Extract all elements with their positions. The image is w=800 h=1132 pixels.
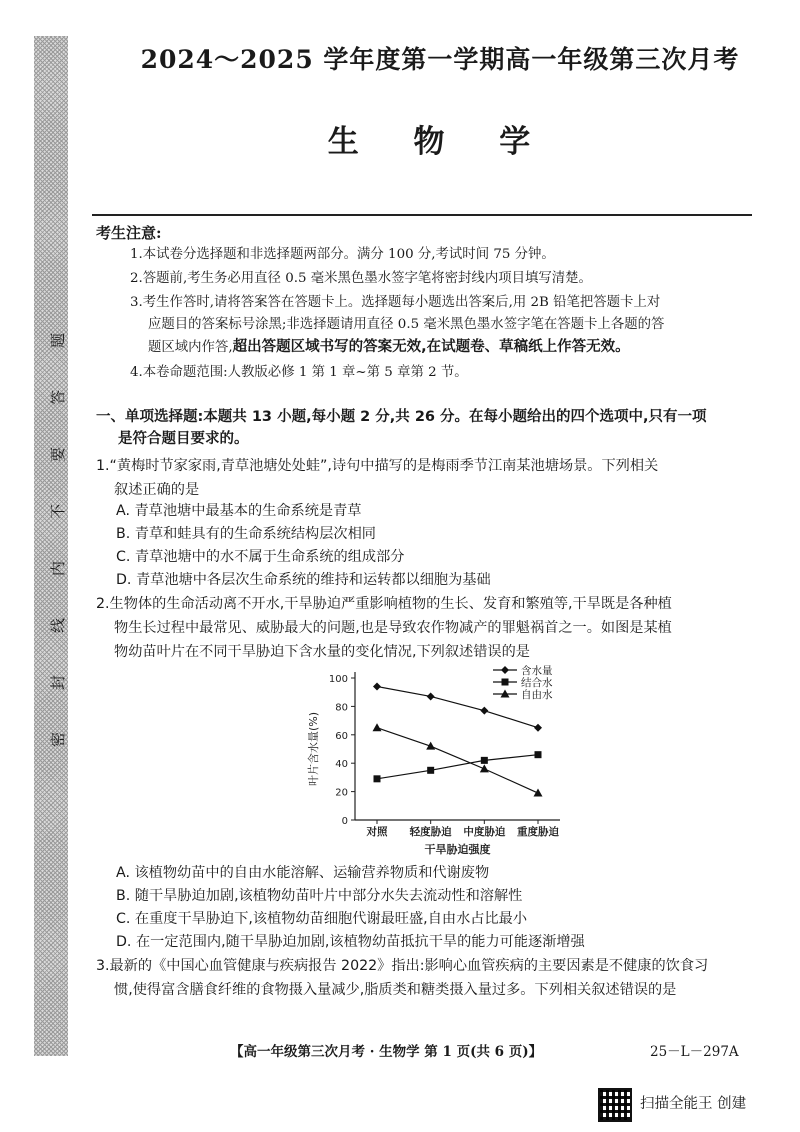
option-c: C. 青草池塘中的水不属于生命系统的组成部分 xyxy=(116,549,405,565)
exam-title: 2024～2025 学年度第一学期高一年级第三次月考 xyxy=(140,45,740,74)
option-d: D. 在一定范围内,随干旱胁迫加剧,该植物幼苗抵抗干旱的能力可能逐渐增强 xyxy=(116,934,585,950)
option-b: B. 随干旱胁迫加剧,该植物幼苗叶片中部分水失去流动性和溶解性 xyxy=(116,888,523,904)
seal-line-text xyxy=(46,330,70,750)
data-point-square xyxy=(481,757,488,764)
y-tick-label: 80 xyxy=(335,702,348,714)
stem-line: 叙述正确的是 xyxy=(114,482,200,498)
y-axis-label: 叶片含水量(%) xyxy=(307,711,320,787)
seal-char: 不 xyxy=(49,503,68,520)
option-c: C. 在重度干旱胁迫下,该植物幼苗细胞代谢最旺盛,自由水占比最小 xyxy=(116,911,528,927)
data-point-diamond xyxy=(534,724,542,732)
option-a: A. 该植物幼苗中的自由水能溶解、运输营养物质和代谢废物 xyxy=(116,865,490,881)
subject-title: 生 物 学 xyxy=(327,124,553,160)
y-tick-label: 100 xyxy=(328,674,348,685)
question-2-stem xyxy=(96,592,766,664)
notice-item xyxy=(148,336,778,359)
water-content-chart xyxy=(295,660,585,860)
stem-line: 1.“黄梅时节家家雨,青草池塘处处蛙”,诗句中描写的是梅雨季节江南某池塘场景。下列相关 xyxy=(96,458,659,474)
x-axis-label: 干旱胁迫强度 xyxy=(424,843,491,856)
data-point-diamond xyxy=(373,683,381,691)
stem-line: 惯,使得富含膳食纤维的食物摄入量减少,脂质类和糖类摄入量过多。下列相关叙述错误的是 xyxy=(114,982,677,998)
stem-line: 物幼苗叶片在不同干旱胁迫下含水量的变化情况,下列叙述错误的是 xyxy=(114,644,530,660)
option-d: D. 青草池塘中各层次生命系统的维持和运转都以细胞为基础 xyxy=(116,572,491,588)
series-line-triangle xyxy=(377,728,538,793)
y-tick-label: 60 xyxy=(335,730,348,742)
seal-char: 要 xyxy=(49,446,68,463)
data-point-triangle xyxy=(373,723,382,731)
data-point-square xyxy=(427,767,434,774)
paper-code: 25－L－297A xyxy=(650,1044,739,1060)
stem-line: 2.生物体的生命活动离不开水,干旱胁迫严重影响植物的生长、发育和繁殖等,干旱既是各种植 xyxy=(96,596,672,612)
notice-heading: 考生注意: xyxy=(96,224,162,242)
question-1-stem xyxy=(96,454,766,502)
series-line-diamond xyxy=(377,687,538,728)
chart-legend xyxy=(493,664,553,701)
seal-char: 答 xyxy=(49,389,68,406)
series-line-square xyxy=(377,755,538,779)
data-point-diamond xyxy=(427,692,435,700)
page-footer: 【高一年级第三次月考 · 生物学 第 1 页(共 6 页)】 xyxy=(230,1044,543,1060)
notice-item: 2.答题前,考生务必用直径 0.5 毫米黑色墨水签字笔将密封线内项目填写清楚。 xyxy=(130,271,592,286)
seal-char: 内 xyxy=(49,560,68,577)
header-divider xyxy=(92,214,752,216)
question-3-stem xyxy=(96,954,766,1002)
data-point-square xyxy=(374,775,381,782)
notice-emphasis: 超出答题区域书写的答案无效,在试题卷、草稿纸上作答无效。 xyxy=(232,339,630,355)
legend-label: 结合水 xyxy=(521,677,553,689)
data-point-square xyxy=(535,751,542,758)
notice-item: 4.本卷命题范围:人教版必修 1 第 1 章~第 5 章第 2 节。 xyxy=(130,365,468,380)
notice-item: 应题目的答案标号涂黑;非选择题请用直径 0.5 毫米黑色墨水签字笔在答题卡上各题的答 xyxy=(148,317,665,332)
x-tick-label: 轻度胁迫 xyxy=(409,826,452,838)
section-line: 是符合题目要求的。 xyxy=(118,431,249,447)
chart-marks xyxy=(373,683,543,797)
seal-char: 封 xyxy=(49,674,68,691)
data-point-triangle xyxy=(534,789,543,797)
scanner-watermark: 扫描全能王 创建 xyxy=(640,1096,747,1112)
seal-char: 线 xyxy=(49,617,68,634)
legend-label: 自由水 xyxy=(521,689,553,701)
option-b: B. 青草和蛙具有的生命系统结构层次相同 xyxy=(116,526,376,542)
x-tick-label: 中度胁迫 xyxy=(463,826,506,838)
notice-item: 3.考生作答时,请将答案答在答题卡上。选择题每小题选出答案后,用 2B 铅笔把答题卡上对 xyxy=(130,295,661,310)
section-line: 一、单项选择题:本题共 13 小题,每小题 2 分,共 26 分。在每小题给出的四个选项中,只有一项 xyxy=(96,409,707,425)
legend-marker-square xyxy=(502,679,509,686)
x-tick-label: 重度胁迫 xyxy=(517,826,559,838)
legend-marker-diamond xyxy=(501,666,509,674)
option-a: A. 青草池塘中最基本的生命系统是青草 xyxy=(116,503,362,519)
y-tick-label: 0 xyxy=(341,816,348,827)
seal-char: 密 xyxy=(49,731,68,748)
stem-line: 物生长过程中最常见、威胁最大的问题,也是导致农作物减产的罪魁祸首之一。如图是某植 xyxy=(114,620,672,636)
x-tick-label: 对照 xyxy=(366,826,388,838)
data-point-diamond xyxy=(480,707,488,715)
legend-label: 含水量 xyxy=(521,665,553,677)
data-point-triangle xyxy=(480,764,489,772)
qr-code-icon xyxy=(598,1088,632,1122)
y-tick-label: 20 xyxy=(335,787,348,799)
section-heading xyxy=(96,406,766,450)
notice-item: 1.本试卷分选择题和非选择题两部分。满分 100 分,考试时间 75 分钟。 xyxy=(130,247,555,262)
stem-line: 3.最新的《中国心血管健康与疾病报告 2022》指出:影响心血管疾病的主要因素是不健康的饮食习 xyxy=(96,958,709,974)
notice-item-text: 题区域内作答, xyxy=(148,340,233,355)
y-tick-label: 40 xyxy=(335,759,348,771)
seal-char: 题 xyxy=(49,332,68,349)
